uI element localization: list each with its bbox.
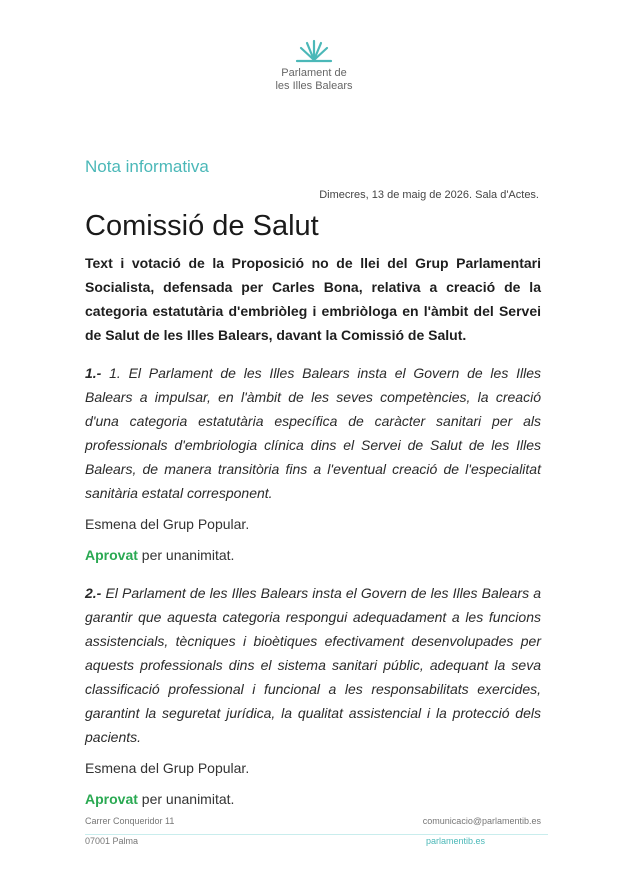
result-detail: per unanimitat. bbox=[137, 791, 235, 807]
point-2-text: El Parlament de les Illes Balears insta el Govern de les Illes Balears a garantir que aquesta categoria respongui adequadament a les funcions assistencials, tècniques i bioètiques efectivament desenvolupades per aquests professionals dins el sistema sanitari públic, adequant la seva classificació professional i funcional a les responsabilitats exercides, garantint la seguretat jurídica, la qualitat assistencial i la protecció dels pacients. bbox=[85, 585, 541, 745]
point-1-text: 1. El Parlament de les Illes Balears insta el Govern de les Illes Balears a impulsar, en l'àmbit de les seves competències, la creació d'una categoria estatutària específica de caràcter sanitari per als professionals d'embriologia clínica dins el Servei de Salut de les Illes Balears, de manera transitòria fins a l'eventual creació de l'especialitat sanitària estatal corresponent. bbox=[85, 365, 541, 501]
point-2-amendment: Esmena del Grup Popular. bbox=[85, 760, 250, 776]
point-1-result bbox=[85, 543, 541, 567]
lead-paragraph: Text i votació de la Proposició no de llei del Grup Parlamentari Socialista, defensada per Carles Bona, relativa a creació de la categoria estatutària d'embriòleg i embriòloga en l'àmbit del Servei de Salut de les Illes Balears, davant la Comissió de Salut. bbox=[85, 255, 541, 343]
point-2-result bbox=[85, 787, 541, 811]
footer-divider bbox=[85, 834, 548, 835]
logo-line-2: les Illes Balears bbox=[275, 80, 353, 92]
page-title: Comissió de Salut bbox=[85, 210, 319, 242]
parliament-logo bbox=[0, 38, 628, 93]
result-detail: per unanimitat. bbox=[137, 547, 235, 563]
sunburst-icon bbox=[294, 38, 334, 64]
document-type-label: Nota informativa bbox=[85, 157, 209, 176]
footer-email-link[interactable]: comunicacio@parlamentib.es bbox=[422, 816, 541, 826]
footer-address-line-2: 07001 Palma bbox=[85, 836, 139, 846]
logo-line-1: Parlament de bbox=[281, 67, 347, 79]
point-1-amendment: Esmena del Grup Popular. bbox=[85, 516, 250, 532]
footer-website-link[interactable]: parlamentib.es bbox=[425, 836, 485, 846]
approved-label: Aprovat bbox=[85, 791, 138, 807]
point-2-number: 2.- bbox=[85, 585, 102, 601]
point-1 bbox=[85, 361, 541, 505]
point-1-number: 1.- bbox=[85, 365, 102, 381]
document-body bbox=[85, 251, 541, 811]
approved-label: Aprovat bbox=[85, 547, 138, 563]
footer-address-line-1: Carrer Conqueridor 11 bbox=[85, 816, 175, 826]
dateline: Dimecres, 13 de maig de 2026. Sala d'Actes. bbox=[319, 189, 539, 201]
point-2 bbox=[85, 581, 541, 749]
